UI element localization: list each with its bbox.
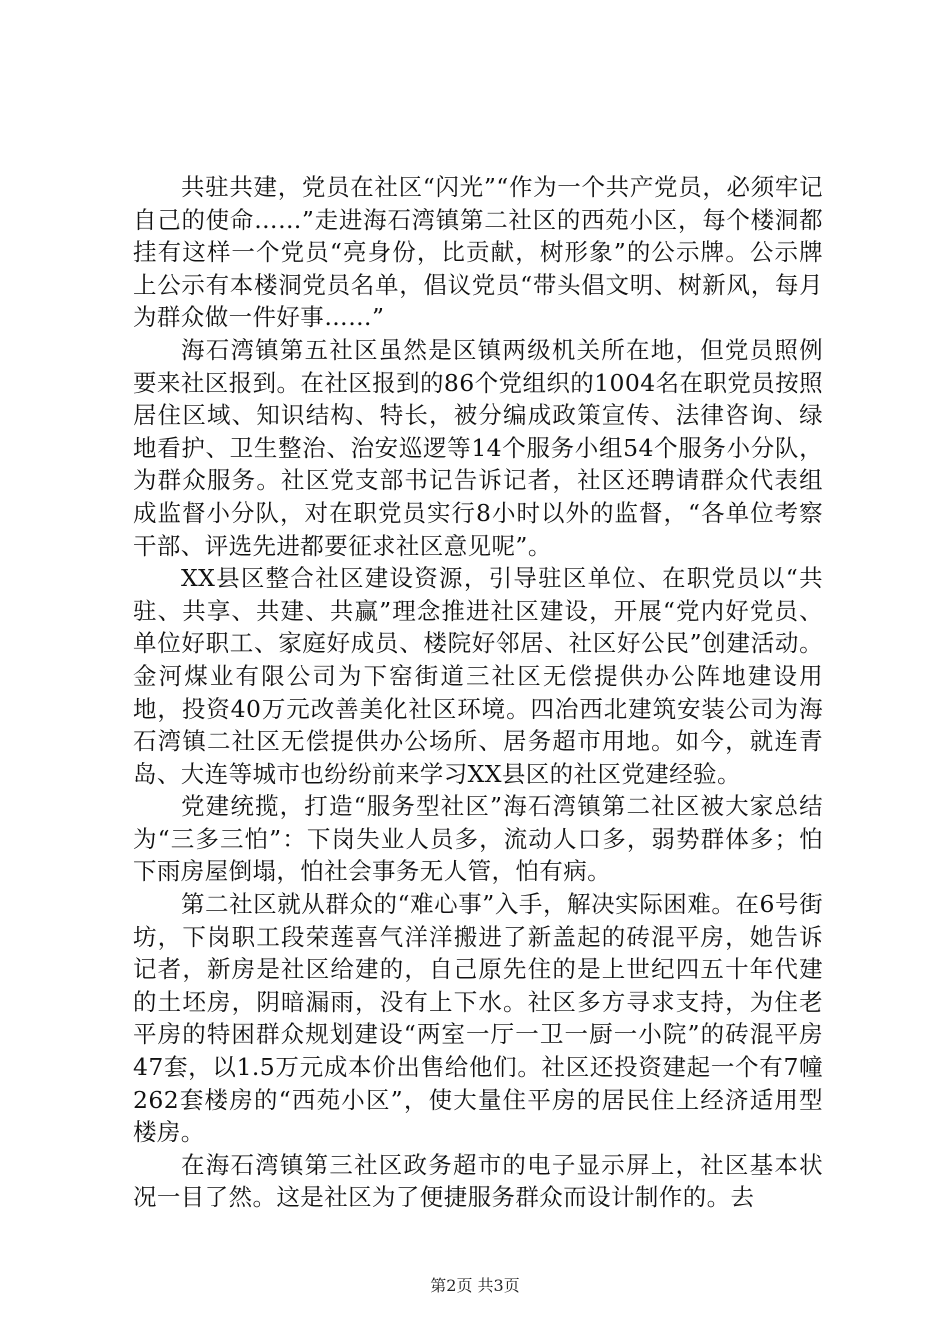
paragraph-2: 海石湾镇第五社区虽然是区镇两级机关所在地，但党员照例要来社区报到。在社区报到的86个党组织的1004名在职党员按照居住区域、知识结构、特长，被分编成政策宣传、法律咨询、绿地看护、卫生整治、治安巡逻等14个服务小组54个服务小分队，为群众服务。社区党支部书记告诉记者，社区还聘请群众代表组成监督小分队，对在职党员实行8小时以外的监督，“各单位考察干部、评选先进都要征求社区意见呢”。 <box>133 335 823 560</box>
paragraph-6: 在海石湾镇第三社区政务超市的电子显示屏上，社区基本状况一目了然。这是社区为了便捷服务群众而设计制作的。去 <box>133 1150 823 1212</box>
paragraph-4: 党建统揽，打造“服务型社区”海石湾镇第二社区被大家总结为“三多三怕”：下岗失业人员多，流动人口多，弱势群体多；怕下雨房屋倒塌，怕社会事务无人管，怕有病。 <box>133 792 823 886</box>
page-number-footer: 第2页 共3页 <box>430 1276 520 1295</box>
paragraph-3: XX县区整合社区建设资源，引导驻区单位、在职党员以“共驻、共享、共建、共赢”理念推进社区建设，开展“党内好党员、单位好职工、家庭好成员、楼院好邻居、社区好公民”创建活动。金河煤业有限公司为下窑街道三社区无偿提供办公阵地建设用地，投资40万元改善美化社区环境。四冶西北建筑安装公司为海石湾镇二社区无偿提供办公场所、居务超市用地。如今，就连青岛、大连等城市也纷纷前来学习XX县区的社区党建经验。 <box>133 564 823 788</box>
paragraph-1: 共驻共建，党员在社区“闪光”“作为一个共产党员，必须牢记自己的使命……”走进海石湾镇第二社区的西苑小区，每个楼洞都挂有这样一个党员“亮身份，比贡献，树形象”的公示牌。公示牌上公示有本楼洞党员名单，倡议党员“带头倡文明、树新风，每月为群众做一件好事……” <box>133 173 823 332</box>
document-body <box>133 171 823 1214</box>
paragraph-5: 第二社区就从群众的“难心事”入手，解决实际困难。在6号街坊，下岗职工段荣莲喜气洋洋搬进了新盖起的砖混平房，她告诉记者，新房是社区给建的，自己原先住的是上世纪四五十年代建的土坯房，阴暗漏雨，没有上下水。社区多方寻求支持，为住老平房的特困群众规划建设“两室一厅一卫一厨一小院”的砖混平房47套，以1.5万元成本价出售给他们。社区还投资建起一个有7幢262套楼房的“西苑小区”，使大量住平房的居民住上经济适用型楼房。 <box>133 890 823 1147</box>
